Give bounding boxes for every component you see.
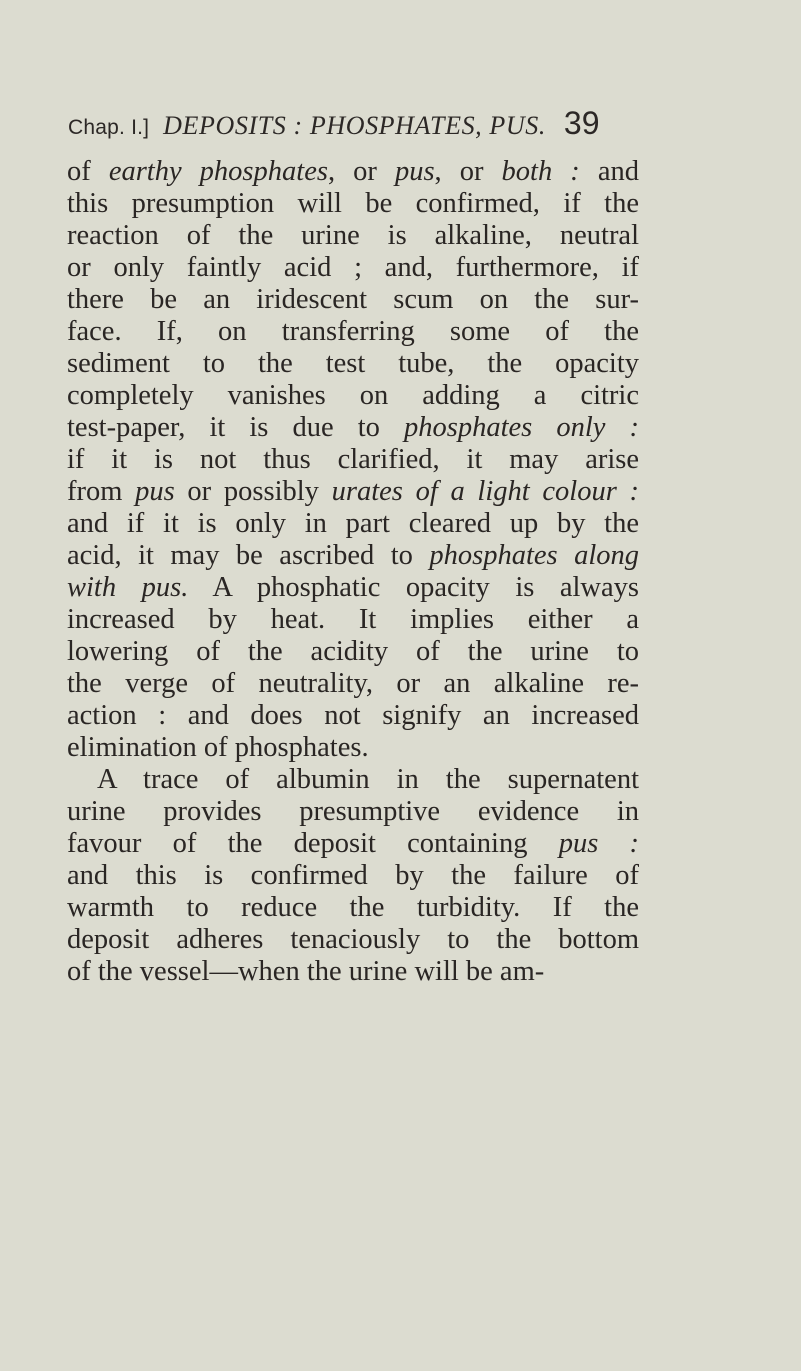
- text-line: [67, 636, 639, 668]
- text-line: [67, 956, 639, 988]
- text-line: [67, 412, 639, 444]
- italic-text: urates of a light colour :: [331, 476, 640, 507]
- italic-text: pus :: [558, 828, 639, 859]
- text-run: increased by heat. It implies either a: [67, 604, 639, 635]
- text-run: warmth to reduce the turbidity. If the: [67, 892, 639, 923]
- text-run: and this is confirmed by the failure of: [67, 860, 639, 891]
- text-run: acid, it may be ascribed to: [67, 540, 430, 571]
- italic-text: both :: [501, 156, 580, 187]
- text-run: from: [67, 476, 136, 507]
- text-run: action : and does not signify an increased: [67, 700, 639, 731]
- text-run: this presumption will be confirmed, if the: [67, 188, 639, 219]
- text-run: lowering of the acidity of the urine to: [67, 636, 639, 667]
- text-run: elimination of phosphates.: [67, 732, 369, 763]
- text-run: , or: [434, 156, 502, 187]
- text-run: or only faintly acid ; and, furthermore, if: [67, 252, 639, 283]
- text-line: [67, 220, 639, 252]
- running-header: [68, 101, 628, 145]
- text-line: [67, 444, 639, 476]
- text-line: [67, 924, 639, 956]
- text-line: [67, 476, 639, 508]
- text-line: [67, 348, 639, 380]
- text-run: sediment to the test tube, the opacity: [67, 348, 639, 379]
- text-run: completely vanishes on adding a citric: [67, 380, 639, 411]
- text-line: [67, 700, 639, 732]
- text-line: [67, 796, 639, 828]
- page-number: 39: [563, 105, 600, 141]
- text-run: reaction of the urine is alkaline, neutral: [67, 220, 639, 251]
- text-run: urine provides presumptive evidence in: [67, 796, 639, 827]
- text-run: A phosphatic opacity is always: [188, 572, 640, 603]
- text-line: [67, 284, 639, 316]
- text-line: [67, 156, 639, 188]
- chapter-label: Chap. I.]: [68, 116, 150, 139]
- text-line: [67, 188, 639, 220]
- text-run: and if it is only in part cleared up by the: [67, 508, 639, 539]
- italic-text: phosphates only :: [404, 412, 640, 443]
- text-run: , or: [327, 156, 395, 187]
- text-run: of the vessel—when the urine will be am-: [67, 956, 545, 987]
- text-line: [67, 604, 639, 636]
- italic-text: pus: [394, 156, 435, 187]
- italic-text: earthy phosphates: [108, 156, 328, 187]
- text-line: [67, 508, 639, 540]
- text-line: [67, 540, 639, 572]
- text-run: A trace of albumin in the supernatent: [97, 764, 639, 795]
- text-line: [67, 668, 639, 700]
- italic-text: pus: [135, 476, 175, 507]
- text-run: there be an iridescent scum on the sur-: [67, 284, 639, 315]
- text-run: deposit adheres tenaciously to the bottom: [67, 924, 639, 955]
- italic-text: with pus.: [67, 572, 189, 603]
- text-line: [67, 828, 639, 860]
- text-line: [67, 252, 639, 284]
- text-line: [67, 732, 639, 764]
- text-run: and: [579, 156, 639, 187]
- text-run: of: [67, 156, 109, 187]
- italic-text: phosphates along: [429, 540, 640, 571]
- text-run: test-paper, it is due to: [67, 412, 404, 443]
- running-title: DEPOSITS : PHOSPHATES, PUS.: [163, 111, 546, 140]
- text-line: [67, 860, 639, 892]
- text-line: [67, 380, 639, 412]
- text-run: face. If, on transferring some of the: [67, 316, 639, 347]
- body-text: [67, 156, 639, 988]
- text-line: [67, 764, 639, 796]
- text-line: [67, 316, 639, 348]
- text-run: or possibly: [174, 476, 332, 507]
- text-run: favour of the deposit containing: [67, 828, 559, 859]
- text-line: [67, 572, 639, 604]
- text-run: the verge of neutrality, or an alkaline re-: [67, 668, 639, 699]
- text-line: [67, 892, 639, 924]
- text-run: if it is not thus clarified, it may arise: [67, 444, 639, 475]
